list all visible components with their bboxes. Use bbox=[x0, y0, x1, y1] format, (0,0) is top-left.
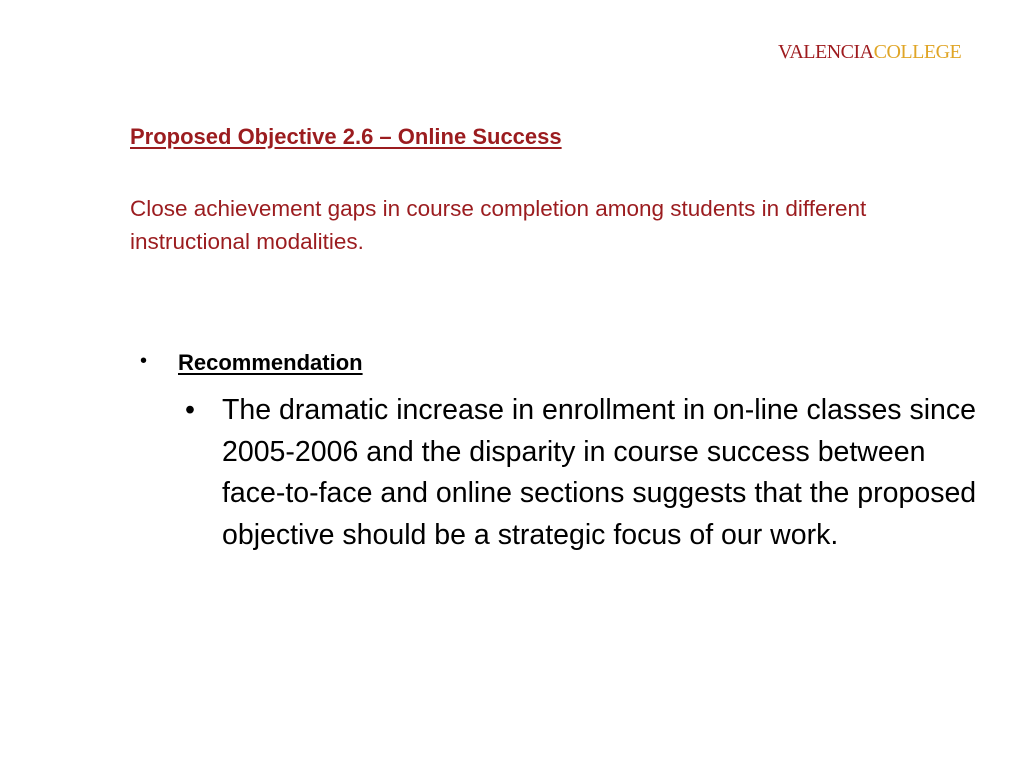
logo-part-college: COLLEGE bbox=[873, 41, 962, 63]
slide-subtitle: Close achievement gaps in course completion among students in different instructional modalities. bbox=[130, 196, 867, 254]
valencia-college-logo bbox=[778, 42, 961, 62]
slide-title: Proposed Objective 2.6 – Online Success bbox=[130, 124, 562, 149]
bullet-marker: • bbox=[140, 350, 148, 372]
sub-bullet-marker: • bbox=[185, 394, 195, 426]
logo-part-valencia: VALENCIA bbox=[778, 41, 874, 63]
recommendation-heading: Recommendation bbox=[178, 350, 363, 375]
recommendation-body: The dramatic increase in enrollment in on-line classes since 2005-2006 and the disparity in course success between face-to-face and online sections suggests that the proposed objective should be a strategic focus of our work. bbox=[222, 394, 977, 551]
